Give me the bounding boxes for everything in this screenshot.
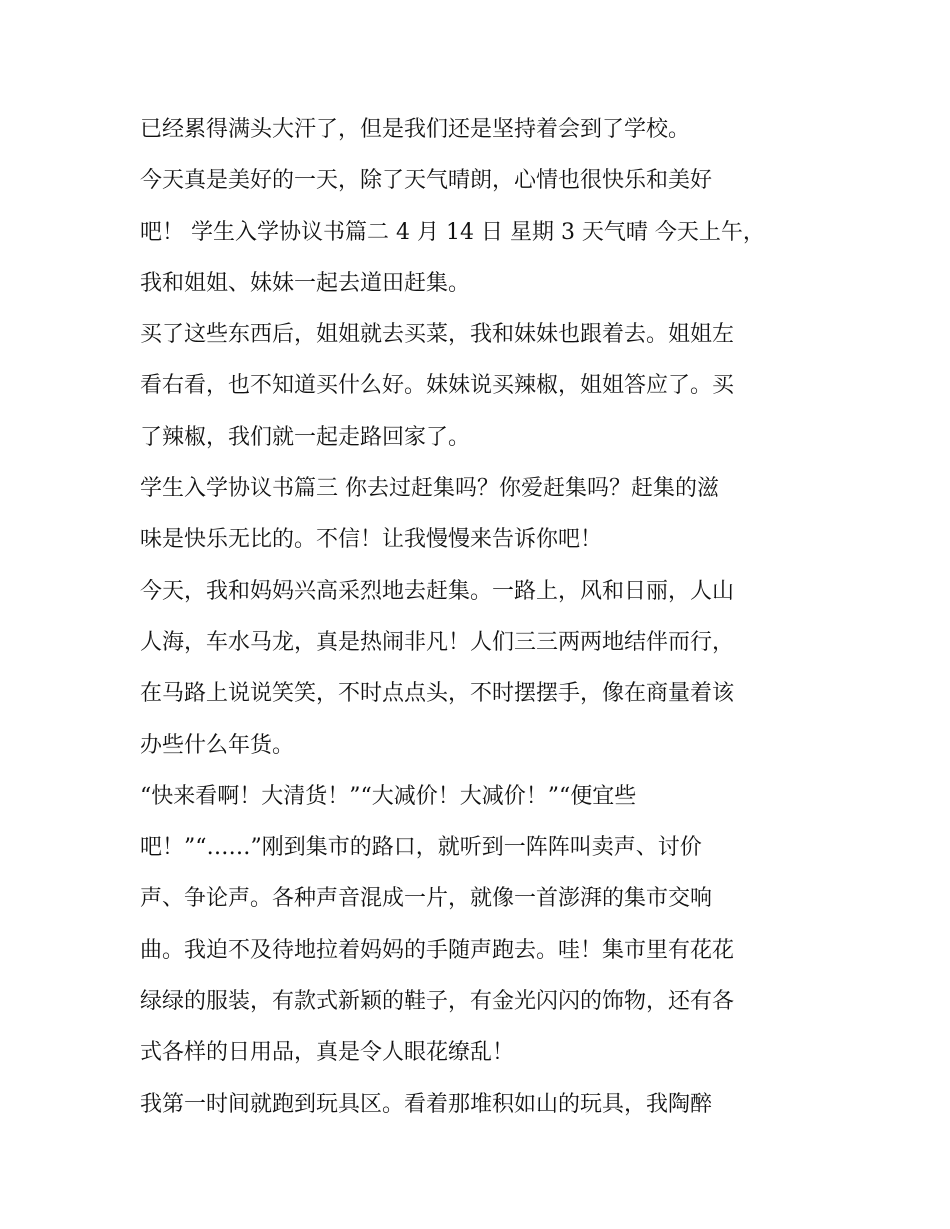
text-line: 在马路上说说笑笑，不时点点头，不时摆摆手，像在商量着该 bbox=[140, 681, 735, 707]
text-line: 曲。我迫不及待地拉着妈妈的手随声跑去。哇！集市里有花花 bbox=[140, 937, 735, 963]
text-line: “快来看啊！大清货！”“大减价！大减价！”“便宜些 bbox=[140, 783, 637, 809]
text-line: 人海，车水马龙，真是热闹非凡！人们三三两两地结伴而行， bbox=[140, 629, 735, 655]
document-body bbox=[140, 104, 820, 1130]
text-line: 了辣椒，我们就一起走路回家了。 bbox=[140, 424, 471, 450]
text-line: 看右看，也不知道买什么好。妹妹说买辣椒，姐姐答应了。买 bbox=[140, 373, 735, 399]
text-line: 我第一时间就跑到玩具区。看着那堆积如山的玩具，我陶醉 bbox=[140, 1091, 713, 1117]
text-line: 今天真是美好的一天，除了天气晴朗，心情也很快乐和美好 bbox=[140, 168, 713, 194]
text-line: 声、争论声。各种声音混成一片，就像一首澎湃的集市交响 bbox=[140, 886, 713, 912]
text-line: 今天，我和妈妈兴高采烈地去赶集。一路上，风和日丽，人山 bbox=[140, 578, 735, 604]
text-line: 吧！ 学生入学协议书篇二 4 月 14 日 星期 3 天气晴 今天上午， bbox=[140, 219, 765, 245]
text-line: 吧！”“……”刚到集市的路口，就听到一阵阵叫卖声、讨价 bbox=[140, 835, 702, 861]
text-line: 买了这些东西后，姐姐就去买菜，我和妹妹也跟着去。姐姐左 bbox=[140, 322, 735, 348]
text-line: 办些什么年货。 bbox=[140, 732, 295, 758]
text-line: 我和姐姐、妹妹一起去道田赶集。 bbox=[140, 270, 471, 296]
text-line: 已经累得满头大汗了，但是我们还是坚持着会到了学校。 bbox=[140, 117, 691, 142]
text-line: 学生入学协议书篇三 你去过赶集吗？你爱赶集吗？赶集的滋 bbox=[140, 476, 719, 502]
text-line: 式各样的日用品，真是令人眼花缭乱！ bbox=[140, 1040, 515, 1066]
text-line: 味是快乐无比的。不信！让我慢慢来告诉你吧！ bbox=[140, 527, 603, 553]
text-line: 绿绿的服装，有款式新颖的鞋子，有金光闪闪的饰物，还有各 bbox=[140, 989, 735, 1015]
